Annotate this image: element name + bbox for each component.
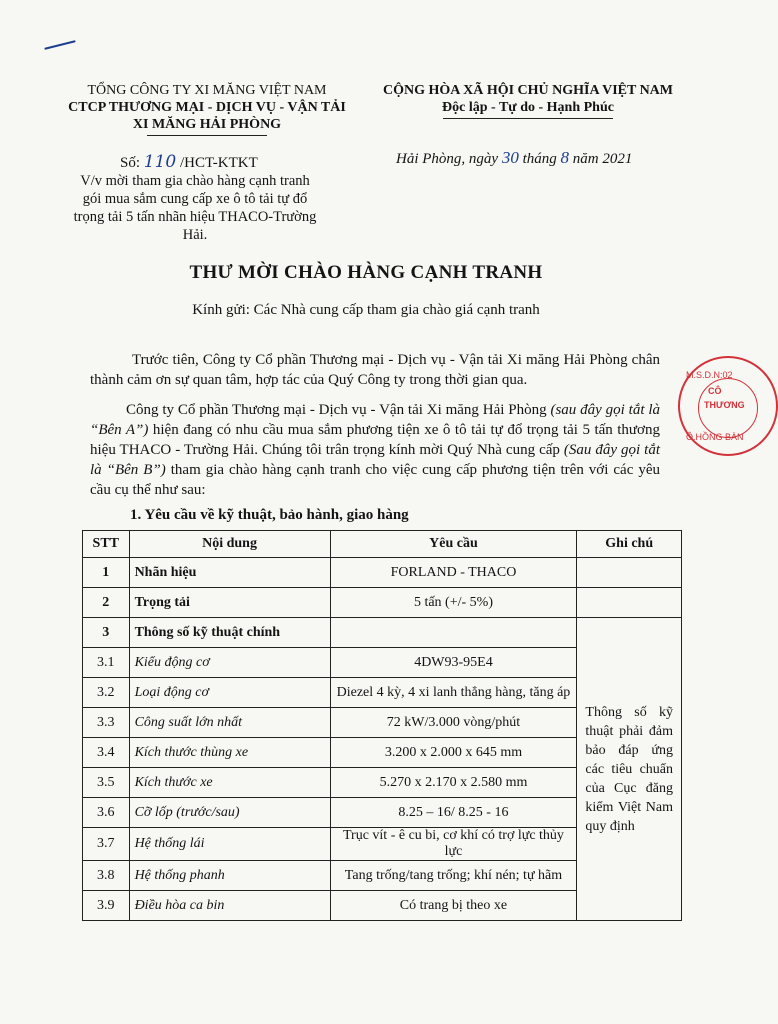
table-row [83, 588, 682, 618]
row-requirement: 4DW93-95E4 [330, 648, 577, 678]
section-heading: 1. Yêu cầu về kỹ thuật, bảo hành, giao hàng [130, 507, 409, 523]
date-month: 8 [560, 148, 569, 167]
row-content: Hệ thống phanh [129, 861, 330, 891]
technical-note: Thông số kỹ thuật phải đảm bảo đáp ứng các tiêu chuẩn của Cục đăng kiểm Việt Nam quy định [577, 618, 682, 921]
row-content: Loại động cơ [129, 678, 330, 708]
subject-line: V/v mời tham gia chào hàng cạnh tranh gói mua sắm cung cấp xe ô tô tải tự đổ trọng tải 5 tấn nhãn hiệu THACO-Trường Hải. [73, 173, 317, 243]
row-requirement: Trục vít - ê cu bi, cơ khí có trợ lực thủy lực [330, 828, 577, 861]
issuer-underline [147, 135, 267, 136]
date-line [396, 148, 632, 168]
paragraph-invitation-italic1: (sau đây gọi tắt là “Bên A”) [90, 402, 661, 438]
row-content: Nhãn hiệu [129, 558, 330, 588]
row-stt: 2 [83, 588, 130, 618]
motto: Độc lập - Tự do - Hạnh Phúc [442, 100, 614, 115]
row-stt: 3.4 [83, 738, 130, 768]
date-month-label: tháng [522, 151, 557, 167]
row-stt: 1 [83, 558, 130, 588]
row-stt: 3.5 [83, 768, 130, 798]
header-content: Nội dung [129, 531, 330, 558]
reference-suffix: /HCT-KTKT [179, 155, 258, 171]
row-requirement: Có trang bị theo xe [330, 891, 577, 921]
row-note-empty [577, 558, 682, 588]
motto-underline [443, 118, 613, 119]
row-stt: 3.6 [83, 798, 130, 828]
reference-prefix: Số: [120, 155, 141, 171]
row-content: Kiểu động cơ [129, 648, 330, 678]
date-year: năm 2021 [572, 151, 633, 167]
row-content: Kích thước xe [129, 768, 330, 798]
header-requirement: Yêu cầu [330, 531, 577, 558]
date-place: Hải Phòng, ngày [396, 151, 499, 167]
table-row [83, 558, 682, 588]
date-day: 30 [501, 148, 519, 167]
row-requirement [330, 618, 577, 648]
row-stt: 3.1 [83, 648, 130, 678]
national-header [358, 82, 698, 119]
row-content: Hệ thống lái [129, 828, 330, 861]
row-stt: 3 [83, 618, 130, 648]
issuer-name-line2: XI MĂNG HẢI PHÒNG [132, 117, 282, 132]
reference-number [120, 152, 258, 172]
row-content: Thông số kỹ thuật chính [129, 618, 330, 648]
row-content: Trọng tải [129, 588, 330, 618]
row-content: Công suất lớn nhất [129, 708, 330, 738]
issuer-header [62, 82, 352, 136]
reference-handwritten-number: 110 [143, 152, 177, 172]
row-stt: 3.9 [83, 891, 130, 921]
requirements-table [82, 530, 682, 921]
row-requirement: Diezel 4 kỳ, 4 xi lanh thẳng hàng, tăng áp [330, 678, 577, 708]
row-requirement: 3.200 x 2.000 x 645 mm [330, 738, 577, 768]
issuer-name: CTCP THƯƠNG MẠI - DỊCH VỤ - VẬN TẢI [68, 100, 346, 115]
stamp-text: M.S.D.N:02 [686, 370, 733, 380]
row-stt: 3.8 [83, 861, 130, 891]
country-name: CỘNG HÒA XÃ HỘI CHỦ NGHĨA VIỆT NAM [382, 83, 673, 98]
row-content: Kích thước thùng xe [129, 738, 330, 768]
row-requirement: 5 tấn (+/- 5%) [330, 588, 577, 618]
row-requirement: 8.25 – 16/ 8.25 - 16 [330, 798, 577, 828]
company-stamp [678, 356, 778, 456]
stamp-text: THƯƠNG [704, 400, 745, 410]
row-requirement: 72 kW/3.000 vòng/phút [330, 708, 577, 738]
row-content: Điều hòa ca bin [129, 891, 330, 921]
row-stt: 3.3 [83, 708, 130, 738]
paragraph-invitation-italic2: (Sau đây gọi tắt là “Bên B”) [90, 442, 661, 478]
paragraph-invitation-part2: hiện đang có nhu cầu mua sắm phương tiện xe ô tô tải tự đổ trọng tải 5 tấn thương hiệu THACO - Trường Hải. Chúng tôi trân trọng kính mời Quý Nhà cung cấp [90, 422, 660, 458]
paragraph-invitation [90, 400, 660, 500]
pen-mark [44, 40, 76, 50]
stamp-text: CÔ [708, 386, 722, 396]
row-requirement: Tang trống/tang trống; khí nén; tự hãm [330, 861, 577, 891]
document-title: THƯ MỜI CHÀO HÀNG CẠNH TRANH [189, 262, 543, 283]
greeting: Kính gửi: Các Nhà cung cấp tham gia chào giá cạnh tranh [192, 302, 540, 318]
row-stt: 3.7 [83, 828, 130, 861]
paragraph-invitation-part3: tham gia chào hàng cạnh tranh cho việc cung cấp phương tiện trên với các yêu cầu cụ thể như sau: [90, 462, 660, 498]
row-note-empty [577, 588, 682, 618]
stamp-text: Ô.HỒNG BÀN [686, 432, 744, 442]
paragraph-intro: Trước tiên, Công ty Cổ phần Thương mại - Dịch vụ - Vận tải Xi măng Hải Phòng chân thành cảm ơn sự quan tâm, hợp tác của Quý Công ty trong thời gian qua. [90, 352, 660, 388]
paragraph-invitation-part1: Công ty Cổ phần Thương mại - Dịch vụ - Vận tải Xi măng Hải Phòng [126, 402, 551, 418]
row-requirement: 5.270 x 2.170 x 2.580 mm [330, 768, 577, 798]
row-content: Cỡ lốp (trước/sau) [129, 798, 330, 828]
table-row [83, 618, 682, 648]
table-header-row [83, 531, 682, 558]
row-requirement: FORLAND - THACO [330, 558, 577, 588]
header-note: Ghi chú [577, 531, 682, 558]
issuer-parent: TỔNG CÔNG TY XI MĂNG VIỆT NAM [87, 83, 327, 98]
header-stt: STT [83, 531, 130, 558]
row-stt: 3.2 [83, 678, 130, 708]
